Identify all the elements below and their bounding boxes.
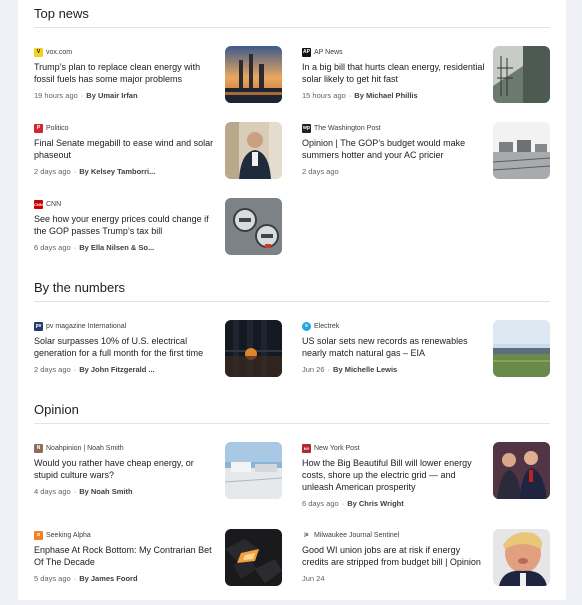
article-meta: 2 days ago [302, 167, 339, 176]
article-thumbnail[interactable] [225, 198, 282, 255]
section-title: Top news [34, 0, 550, 28]
article-card[interactable] [34, 320, 282, 396]
seeking-alpha-icon: α [34, 531, 43, 540]
electrek-icon: e [302, 322, 311, 331]
article-headline[interactable]: Solar surpasses 10% of U.S. electrical generation for a full month for the first time [34, 336, 204, 358]
article-meta: 19 hours ago · By Umair Irfan [34, 91, 138, 100]
article-source[interactable]: V vox.com [34, 46, 219, 58]
article-headline[interactable]: Opinion | The GOP’s budget would make summers hotter and your AC pricier [302, 138, 466, 160]
article-thumbnail[interactable] [493, 320, 550, 377]
article-headline[interactable]: Would you rather have cheap energy, or stupid culture wars? [34, 458, 194, 480]
nypost-icon: NY [303, 445, 310, 451]
article-source[interactable]: NY New York Post [303, 444, 360, 452]
section-title: Opinion [34, 396, 550, 424]
article-thumbnail[interactable] [225, 442, 282, 499]
article-meta: 6 days ago · By Chris Wright [302, 499, 404, 508]
article-headline[interactable]: Trump’s plan to replace clean energy with fossil fuels has some major problems [34, 62, 201, 84]
article-meta: 2 days ago · By Kelsey Tamborri... [34, 167, 156, 176]
article-source[interactable]: wp The Washington Post [303, 124, 381, 132]
wapo-icon: wp [303, 125, 310, 131]
article-meta: Jun 24 [302, 574, 325, 583]
article-card[interactable] [34, 122, 282, 198]
vox-icon: V [34, 48, 43, 57]
noahpinion-icon: N [34, 444, 43, 453]
pv-magazine-icon: pv [35, 323, 42, 329]
section-by-the-numbers [34, 274, 550, 396]
article-headline[interactable]: Enphase At Rock Bottom: My Contrarian Bet Of The Decade [34, 545, 212, 567]
article-card[interactable] [302, 529, 550, 605]
article-thumbnail[interactable] [493, 442, 550, 499]
article-headline[interactable]: See how your energy prices could change if the GOP passes Trump’s tax bill [34, 214, 209, 236]
article-headline[interactable]: US solar sets new records as renewables nearly match natural gas – EIA [302, 336, 468, 358]
article-source[interactable]: pv pv magazine International [35, 322, 127, 330]
politico-icon: P [34, 124, 43, 133]
ap-icon: AP [303, 49, 310, 55]
article-meta: 2 days ago · By John Fitzgerald ... [34, 365, 155, 374]
section-title: By the numbers [34, 274, 550, 302]
article-card[interactable] [34, 442, 282, 529]
article-thumbnail[interactable] [225, 46, 282, 103]
article-headline[interactable]: Final Senate megabill to ease wind and solar phaseout [34, 138, 214, 160]
section-top-news [34, 0, 550, 274]
article-source[interactable]: P Politico [34, 122, 219, 134]
article-card[interactable] [302, 442, 550, 529]
article-card[interactable] [34, 198, 282, 274]
article-thumbnail[interactable] [493, 46, 550, 103]
article-source[interactable]: N Noahpinion | Noah Smith [34, 442, 219, 454]
article-meta: 6 days ago · By Ella Nilsen & So... [34, 243, 155, 252]
article-card[interactable] [302, 46, 550, 122]
article-card[interactable] [34, 529, 282, 605]
article-source[interactable]: CNN CNN [34, 200, 62, 208]
article-thumbnail[interactable] [493, 122, 550, 179]
article-headline[interactable]: How the Big Beautiful Bill will lower energy costs, shore up the electric grid — and unleash American prosperity [302, 458, 472, 492]
news-card [18, 0, 566, 600]
article-source[interactable]: e Electrek [302, 320, 487, 332]
article-meta: 5 days ago · By James Foord [34, 574, 138, 583]
article-card[interactable] [34, 46, 282, 122]
article-thumbnail[interactable] [225, 122, 282, 179]
article-source[interactable]: js Milwaukee Journal Sentinel [302, 529, 487, 541]
jsonline-icon: js [302, 531, 311, 540]
article-meta: 15 hours ago · By Michael Phillis [302, 91, 418, 100]
article-card[interactable] [302, 320, 550, 396]
article-headline[interactable]: Good WI union jobs are at risk if energy credits are stripped from budget bill | Opinion [302, 545, 481, 567]
article-thumbnail[interactable] [225, 320, 282, 377]
cnn-icon: CNN [34, 201, 43, 207]
article-source[interactable]: α Seeking Alpha [34, 529, 219, 541]
article-headline[interactable]: In a big bill that hurts clean energy, residential solar likely to get hit fast [302, 62, 485, 84]
article-meta: Jun 26 · By Michelle Lewis [302, 365, 398, 374]
article-card[interactable] [302, 122, 550, 198]
article-thumbnail[interactable] [493, 529, 550, 586]
article-thumbnail[interactable] [225, 529, 282, 586]
article-meta: 4 days ago · By Noah Smith [34, 487, 133, 496]
article-source[interactable]: AP AP News [303, 48, 343, 56]
section-opinion [34, 396, 550, 605]
